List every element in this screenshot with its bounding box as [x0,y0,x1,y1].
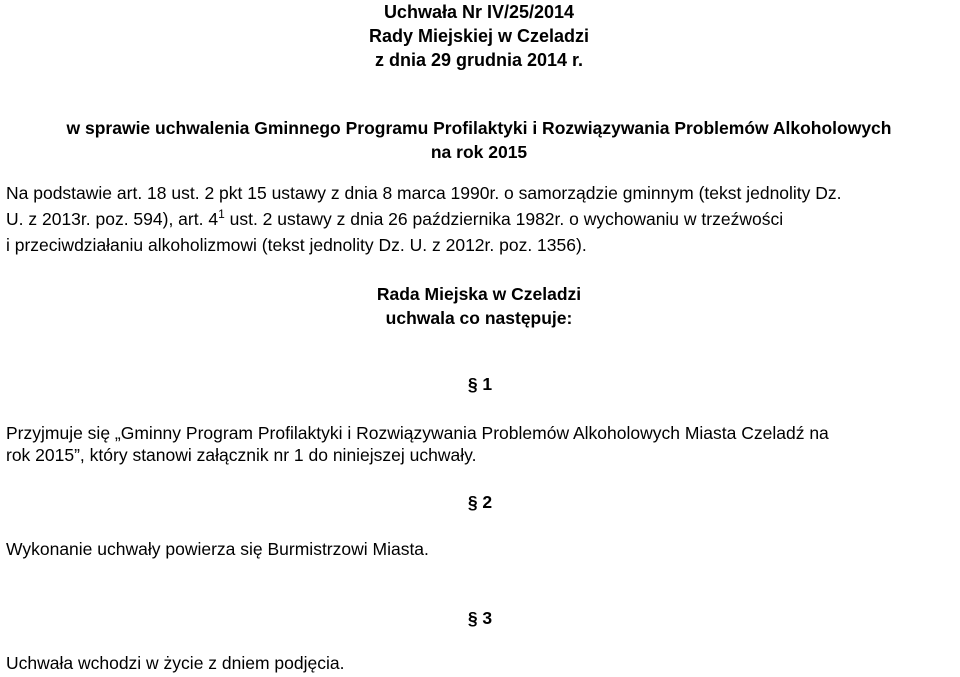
subject-line: w sprawie uchwalenia Gminnego Programu Profilaktyki i Rozwiązywania Problemów Alkoholowych [66,118,892,138]
council-resolves: uchwala co następuje: [385,308,573,328]
resolution-date: z dnia 29 grudnia 2014 r. [374,50,584,70]
resolution-title: Uchwała Nr IV/25/2014 [383,2,575,22]
resolution-header [6,0,952,72]
subject-line: na rok 2015 [430,142,528,162]
legal-basis [6,180,952,256]
paragraph-mark-3: § 3 [467,608,493,628]
paragraph-text-3: Uchwała wchodzi w życie z dniem podjęcia. [6,653,345,673]
council-name: Rada Miejska w Czeladzi [376,284,582,304]
paragraph-text-1 [6,422,952,466]
superscript: 1 [218,207,225,221]
legal-basis-line-3: i przeciwdziałaniu alkoholizmowi (tekst jednolity Dz. U. z 2012r. poz. 1356). [6,235,587,255]
paragraph-text-line: rok 2015”, który stanowi załącznik nr 1 do niniejszej uchwały. [6,445,477,465]
paragraph-mark-1: § 1 [467,374,493,394]
paragraph-text-line: Przyjmuje się „Gminny Program Profilaktyki i Rozwiązywania Problemów Alkoholowych Miasta Czeladź na [6,423,829,443]
paragraph-mark-2: § 2 [467,492,493,512]
legal-basis-line-1: Na podstawie art. 18 ust. 2 pkt 15 ustawy z dnia 8 marca 1990r. o samorządzie gminnym (tekst jednolity Dz. [6,183,842,203]
resolution-issuer: Rady Miejskiej w Czeladzi [368,26,590,46]
council-statement [6,282,952,330]
paragraph-text-2: Wykonanie uchwały powierza się Burmistrzowi Miasta. [6,539,429,559]
resolution-subject [6,116,952,164]
legal-basis-line-2: U. z 2013r. poz. 594), art. $4^1$ ust. 2 ustawy z dnia 26 października 1982r. o wychowaniu w trzeźwości [6,207,784,229]
